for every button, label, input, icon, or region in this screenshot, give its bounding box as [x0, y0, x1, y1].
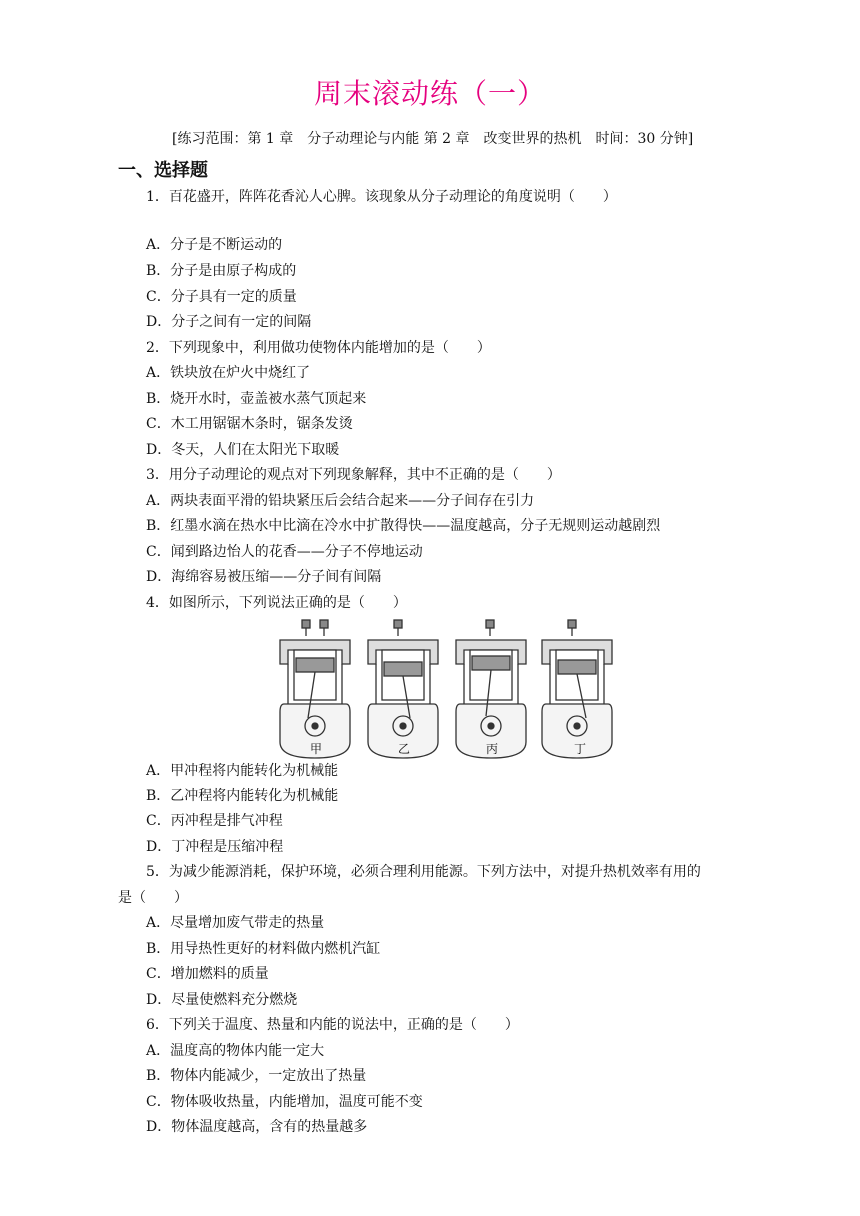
page-title: 周末滚动练（一） — [313, 77, 546, 110]
question-4-stem: 4．如图所示，下列说法正确的是（ ） — [146, 595, 407, 611]
question-3-option-a: A．两块表面平滑的铅块紧压后会结合起来——分子间存在引力 — [146, 493, 535, 509]
question-4-option-c: C．丙冲程是排气冲程 — [146, 813, 283, 829]
question-5-option-c: C．增加燃料的质量 — [146, 966, 269, 982]
practice-scope: [练习范围：第 1 章 分子动理论与内能 第 2 章 改变世界的热机 时间：30 分钟] — [172, 131, 694, 147]
question-5-option-a: A．尽量增加废气带走的热量 — [146, 915, 325, 931]
question-4-option-d: D．丁冲程是压缩冲程 — [146, 839, 284, 855]
question-1-option-a: A．分子是不断运动的 — [146, 237, 283, 253]
question-2-stem: 2．下列现象中，利用做功使物体内能增加的是（ ） — [146, 340, 491, 356]
figure-label-yi: 乙 — [398, 742, 411, 756]
section-heading: 一、选择题 — [118, 160, 208, 181]
question-5-option-b: B．用导热性更好的材料做内燃机汽缸 — [146, 941, 381, 957]
question-6-option-b: B．物体内能减少，一定放出了热量 — [146, 1068, 367, 1084]
question-2-option-c: C．木工用锯锯木条时，锯条发烫 — [146, 416, 353, 432]
engine-strokes-figure — [272, 618, 616, 760]
question-3-stem: 3．用分子动理论的观点对下列现象解释，其中不正确的是（ ） — [146, 467, 561, 483]
question-1-stem: 1．百花盛开，阵阵花香沁人心脾。该现象从分子动理论的角度说明（ ） — [146, 189, 617, 205]
question-1-option-b: B．分子是由原子构成的 — [146, 263, 297, 279]
question-4-option-a: A．甲冲程将内能转化为机械能 — [146, 763, 339, 779]
figure-label-bing: 丙 — [486, 742, 499, 756]
question-5-stem-line1: 5．为减少能源消耗，保护环境，必须合理利用能源。下列方法中，对提升热机效率有用的 — [146, 864, 701, 880]
question-6-option-a: A．温度高的物体内能一定大 — [146, 1043, 325, 1059]
question-2-option-b: B．烧开水时，壶盖被水蒸气顶起来 — [146, 391, 367, 407]
figure-label-ding: 丁 — [574, 742, 587, 756]
engine-diagram-jia — [280, 620, 350, 758]
question-5-option-d: D．尽量使燃料充分燃烧 — [146, 992, 298, 1008]
question-6-option-c: C．物体吸收热量，内能增加，温度可能不变 — [146, 1094, 423, 1110]
question-2-option-d: D．冬天，人们在太阳光下取暖 — [146, 442, 340, 458]
engine-diagram-ding — [542, 620, 612, 758]
question-6-stem: 6．下列关于温度、热量和内能的说法中，正确的是（ ） — [146, 1017, 519, 1033]
figure-label-jia: 甲 — [310, 742, 323, 756]
question-1-option-c: C．分子具有一定的质量 — [146, 289, 297, 305]
question-1-option-d: D．分子之间有一定的间隔 — [146, 314, 312, 330]
engine-diagram-bing — [456, 620, 526, 758]
question-2-option-a: A．铁块放在炉火中烧红了 — [146, 365, 311, 381]
question-3-option-d: D．海绵容易被压缩——分子间有间隔 — [146, 569, 382, 585]
question-6-option-d: D．物体温度越高，含有的热量越多 — [146, 1119, 368, 1135]
question-3-option-b: B．红墨水滴在热水中比滴在冷水中扩散得快——温度越高，分子无规则运动越剧烈 — [146, 518, 661, 534]
question-3-option-c: C．闻到路边怡人的花香——分子不停地运动 — [146, 544, 423, 560]
engine-diagram-yi — [368, 620, 438, 758]
question-5-stem-line2: 是（ ） — [118, 890, 188, 906]
question-4-option-b: B．乙冲程将内能转化为机械能 — [146, 788, 339, 804]
